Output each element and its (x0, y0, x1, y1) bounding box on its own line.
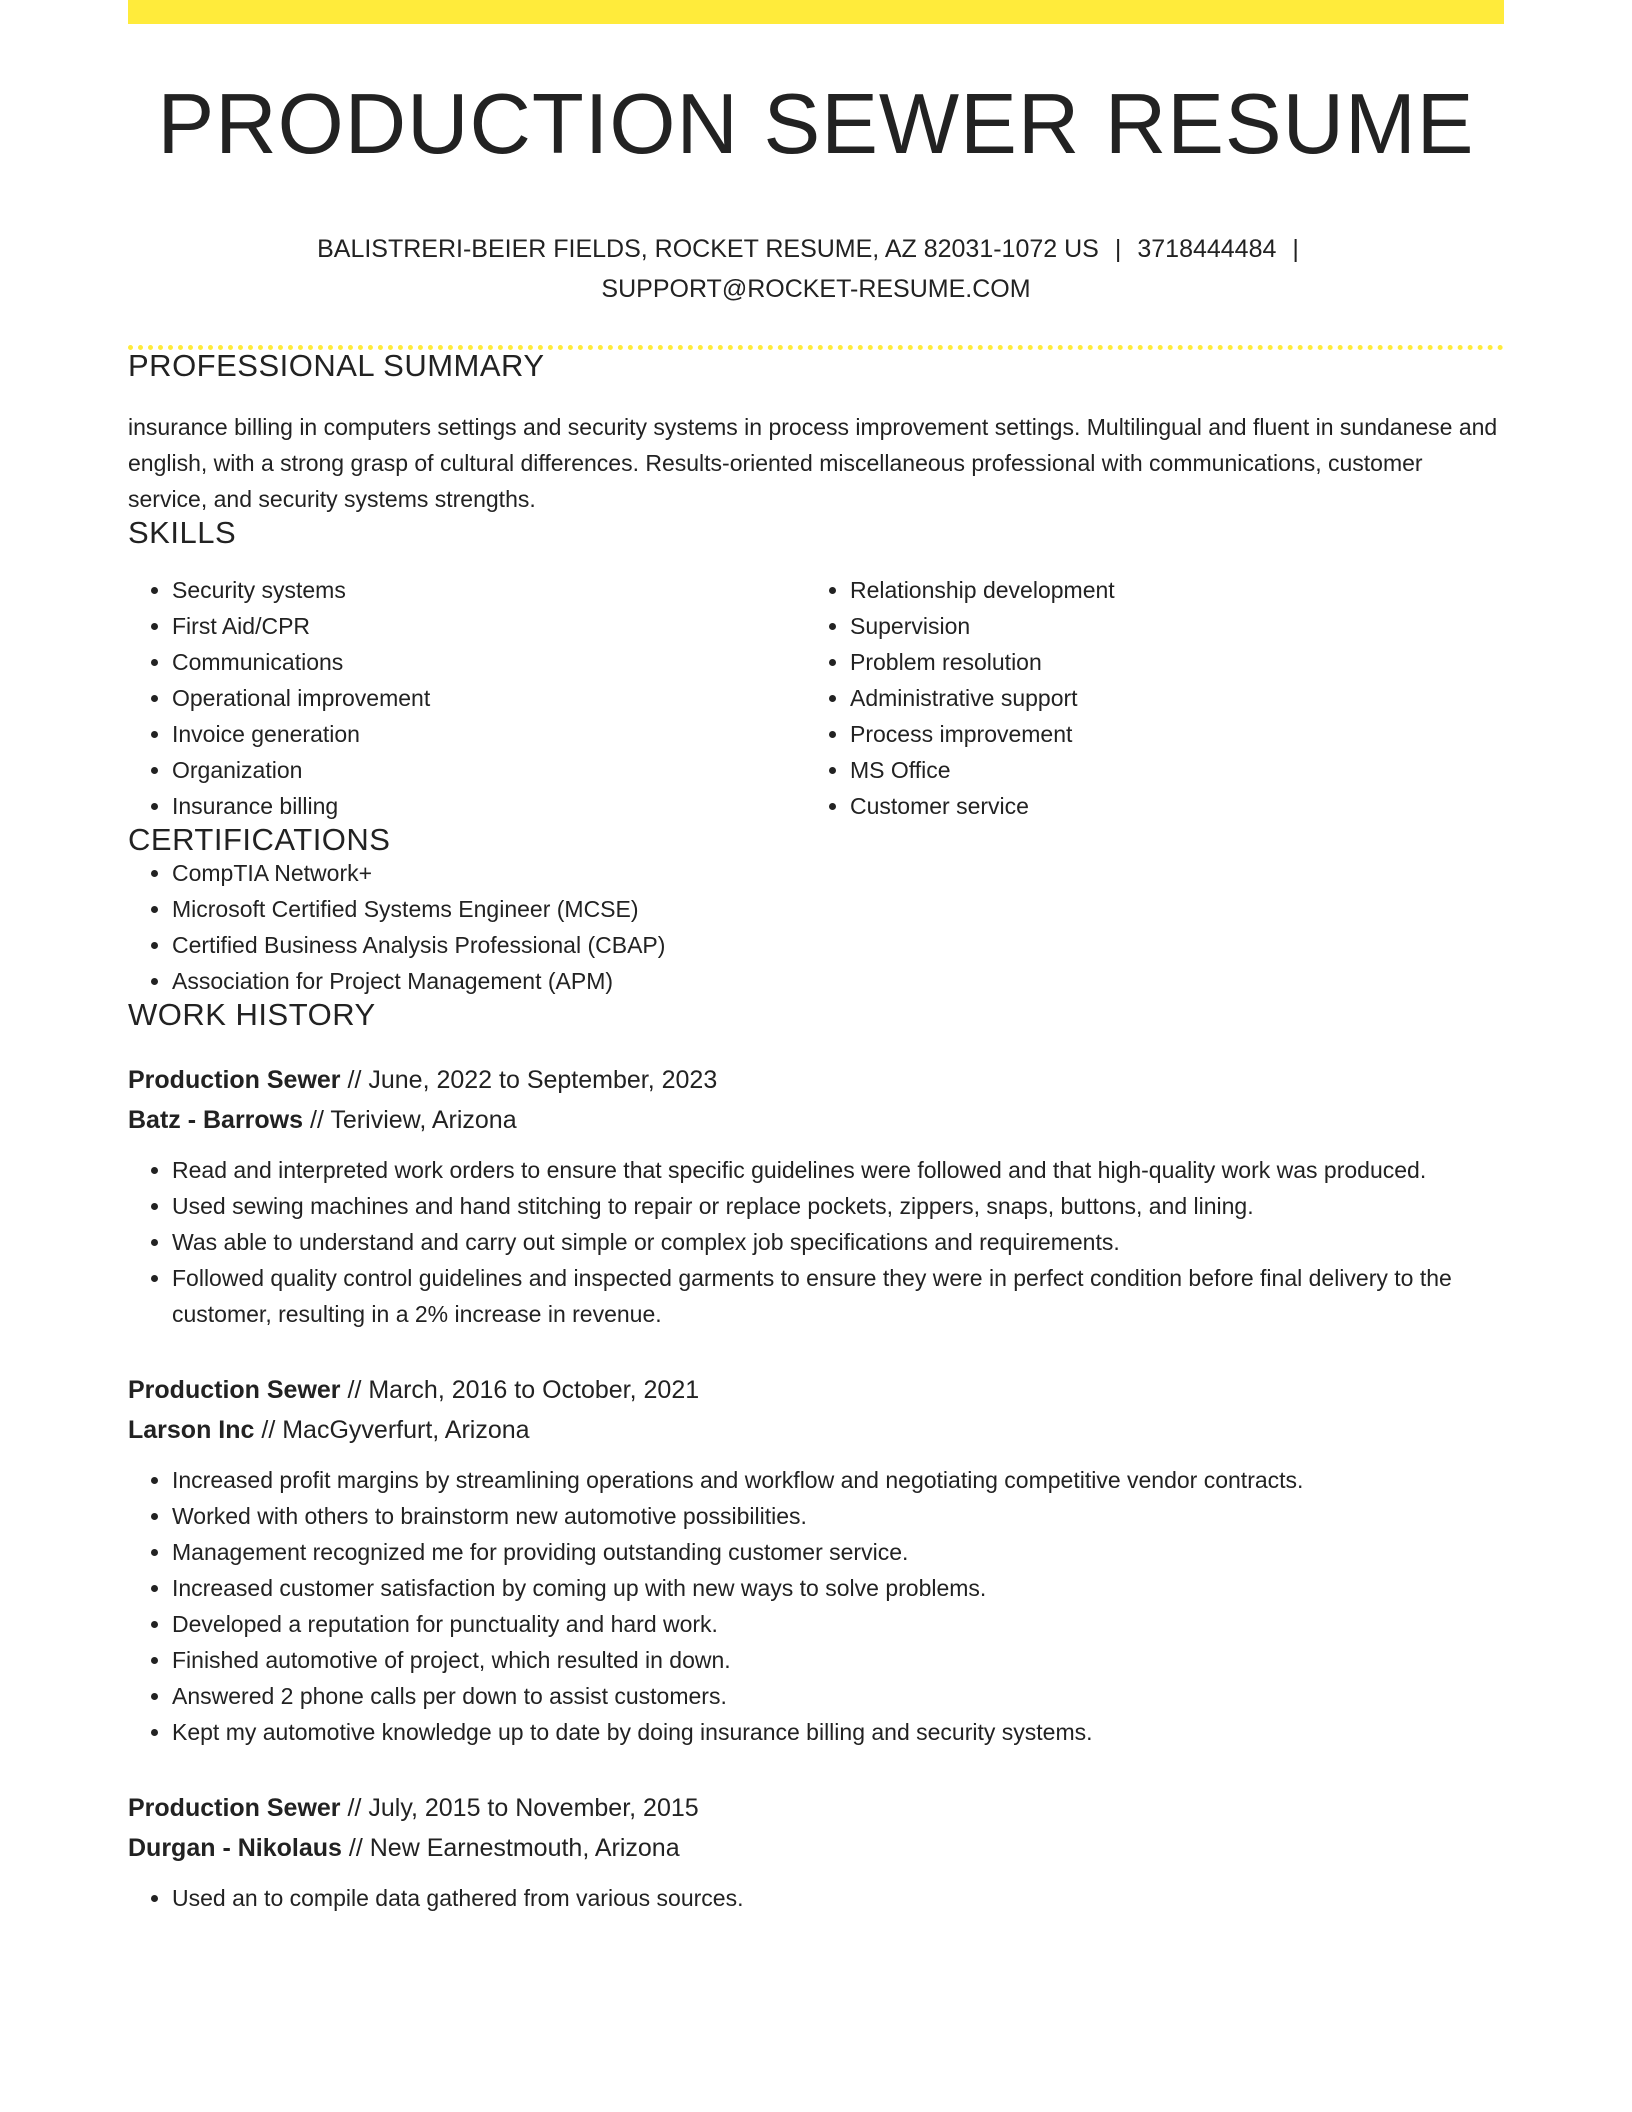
job-bullet: • Was able to understand and carry out simple or complex job specifications and requirements. (172, 1224, 1504, 1260)
job-entry (128, 1370, 1504, 1750)
certifications-list (128, 855, 1504, 999)
top-accent-bar (128, 0, 1504, 24)
job-separator: // (310, 1106, 324, 1134)
job-location: New Earnestmouth, Arizona (369, 1834, 680, 1862)
skill-item: • MS Office (850, 752, 1484, 788)
skills-column-right (806, 572, 1484, 824)
skill-item: • Supervision (850, 608, 1484, 644)
job-separator: // (348, 1834, 363, 1862)
job-title: Production Sewer (128, 1066, 341, 1094)
job-company-line (128, 1410, 1504, 1450)
work-history-heading: WORK HISTORY (128, 997, 376, 1032)
skill-item: • Administrative support (850, 680, 1484, 716)
job-dates: July, 2015 to November, 2015 (368, 1794, 699, 1822)
contact-info (128, 229, 1504, 309)
job-bullet: • Kept my automotive knowledge up to date by doing insurance billing and security systems. (172, 1714, 1504, 1750)
job-title-line (128, 1060, 1504, 1100)
certifications-heading: CERTIFICATIONS (128, 822, 391, 857)
job-bullet: • Developed a reputation for punctuality and hard work. (172, 1606, 1504, 1642)
job-bullet: • Increased profit margins by streamlining operations and workflow and negotiating competitive vendor contracts. (172, 1462, 1504, 1498)
skill-item: • Invoice generation (172, 716, 806, 752)
job-entry (128, 1788, 1504, 1916)
skill-item: • Process improvement (850, 716, 1484, 752)
skills-list (128, 572, 1504, 824)
summary-heading: PROFESSIONAL SUMMARY (128, 348, 545, 383)
job-bullet: • Used an to compile data gathered from various sources. (172, 1880, 1504, 1916)
job-bullet: • Read and interpreted work orders to ensure that specific guidelines were followed and that high-quality work was produced. (172, 1152, 1504, 1188)
contact-separator: | (1114, 235, 1122, 263)
job-company-line (128, 1828, 1504, 1868)
contact-phone: 3718444484 (1137, 235, 1277, 263)
resume-title: PRODUCTION SEWER RESUME (157, 77, 1475, 172)
job-title: Production Sewer (128, 1794, 341, 1822)
skill-item: • Insurance billing (172, 788, 806, 824)
job-bullet: • Used sewing machines and hand stitching to repair or replace pockets, zippers, snaps, buttons, and lining. (172, 1188, 1504, 1224)
job-title-line (128, 1788, 1504, 1828)
certification-item: • Certified Business Analysis Professional (CBAP) (172, 927, 1504, 963)
job-company: Batz - Barrows (128, 1106, 304, 1134)
job-dates: March, 2016 to October, 2021 (368, 1376, 700, 1404)
job-separator: // (347, 1376, 362, 1404)
job-bullet: • Management recognized me for providing outstanding customer service. (172, 1534, 1504, 1570)
job-company: Durgan - Nikolaus (128, 1834, 342, 1862)
skill-item: • Organization (172, 752, 806, 788)
job-dates: June, 2022 to September, 2023 (368, 1066, 718, 1094)
summary-text: insurance billing in computers settings and security systems in process improvement settings. Multilingual and fluent in sundanese and english, with a strong grasp of cultural differences. Results-oriented miscellaneous professional with communications, customer service, and security systems strengths. (128, 414, 1498, 512)
job-bullets (128, 1880, 1504, 1916)
job-bullet: • Followed quality control guidelines and inspected garments to ensure they were in perfect condition before final delivery to the customer, resulting in a 2% increase in revenue. (172, 1260, 1504, 1332)
job-location: Teriview, Arizona (330, 1106, 517, 1134)
skill-item: • Relationship development (850, 572, 1484, 608)
certification-item: • Association for Project Management (APM) (172, 963, 1504, 999)
skill-item: • First Aid/CPR (172, 608, 806, 644)
skills-column-left (128, 572, 806, 824)
resume-page (128, 0, 1504, 1916)
skill-item: • Problem resolution (850, 644, 1484, 680)
skill-item: • Customer service (850, 788, 1484, 824)
skill-item: • Security systems (172, 572, 806, 608)
job-title-line (128, 1370, 1504, 1410)
job-location: MacGyverfurt, Arizona (282, 1416, 530, 1444)
job-bullet: • Worked with others to brainstorm new automotive possibilities. (172, 1498, 1504, 1534)
job-bullet: • Answered 2 phone calls per down to assist customers. (172, 1678, 1504, 1714)
job-title: Production Sewer (128, 1376, 341, 1404)
job-separator: // (347, 1794, 362, 1822)
job-bullet: • Increased customer satisfaction by coming up with new ways to solve problems. (172, 1570, 1504, 1606)
contact-address: BALISTRERI-BEIER FIELDS, ROCKET RESUME, AZ 82031-1072 US (317, 235, 1099, 263)
contact-separator: | (1292, 235, 1299, 263)
skill-item: • Communications (172, 644, 806, 680)
skills-heading: SKILLS (128, 515, 237, 550)
job-separator: // (261, 1416, 276, 1444)
job-company-line (128, 1100, 1504, 1140)
job-bullets (128, 1462, 1504, 1750)
job-bullets (128, 1152, 1504, 1332)
contact-email: SUPPORT@ROCKET-RESUME.COM (601, 275, 1031, 303)
job-separator: // (347, 1066, 362, 1094)
certification-item: • CompTIA Network+ (172, 855, 1504, 891)
job-entry (128, 1060, 1504, 1332)
job-company: Larson Inc (128, 1416, 255, 1444)
skill-item: • Operational improvement (172, 680, 806, 716)
certification-item: • Microsoft Certified Systems Engineer (MCSE) (172, 891, 1504, 927)
job-bullet: • Finished automotive of project, which resulted in down. (172, 1642, 1504, 1678)
